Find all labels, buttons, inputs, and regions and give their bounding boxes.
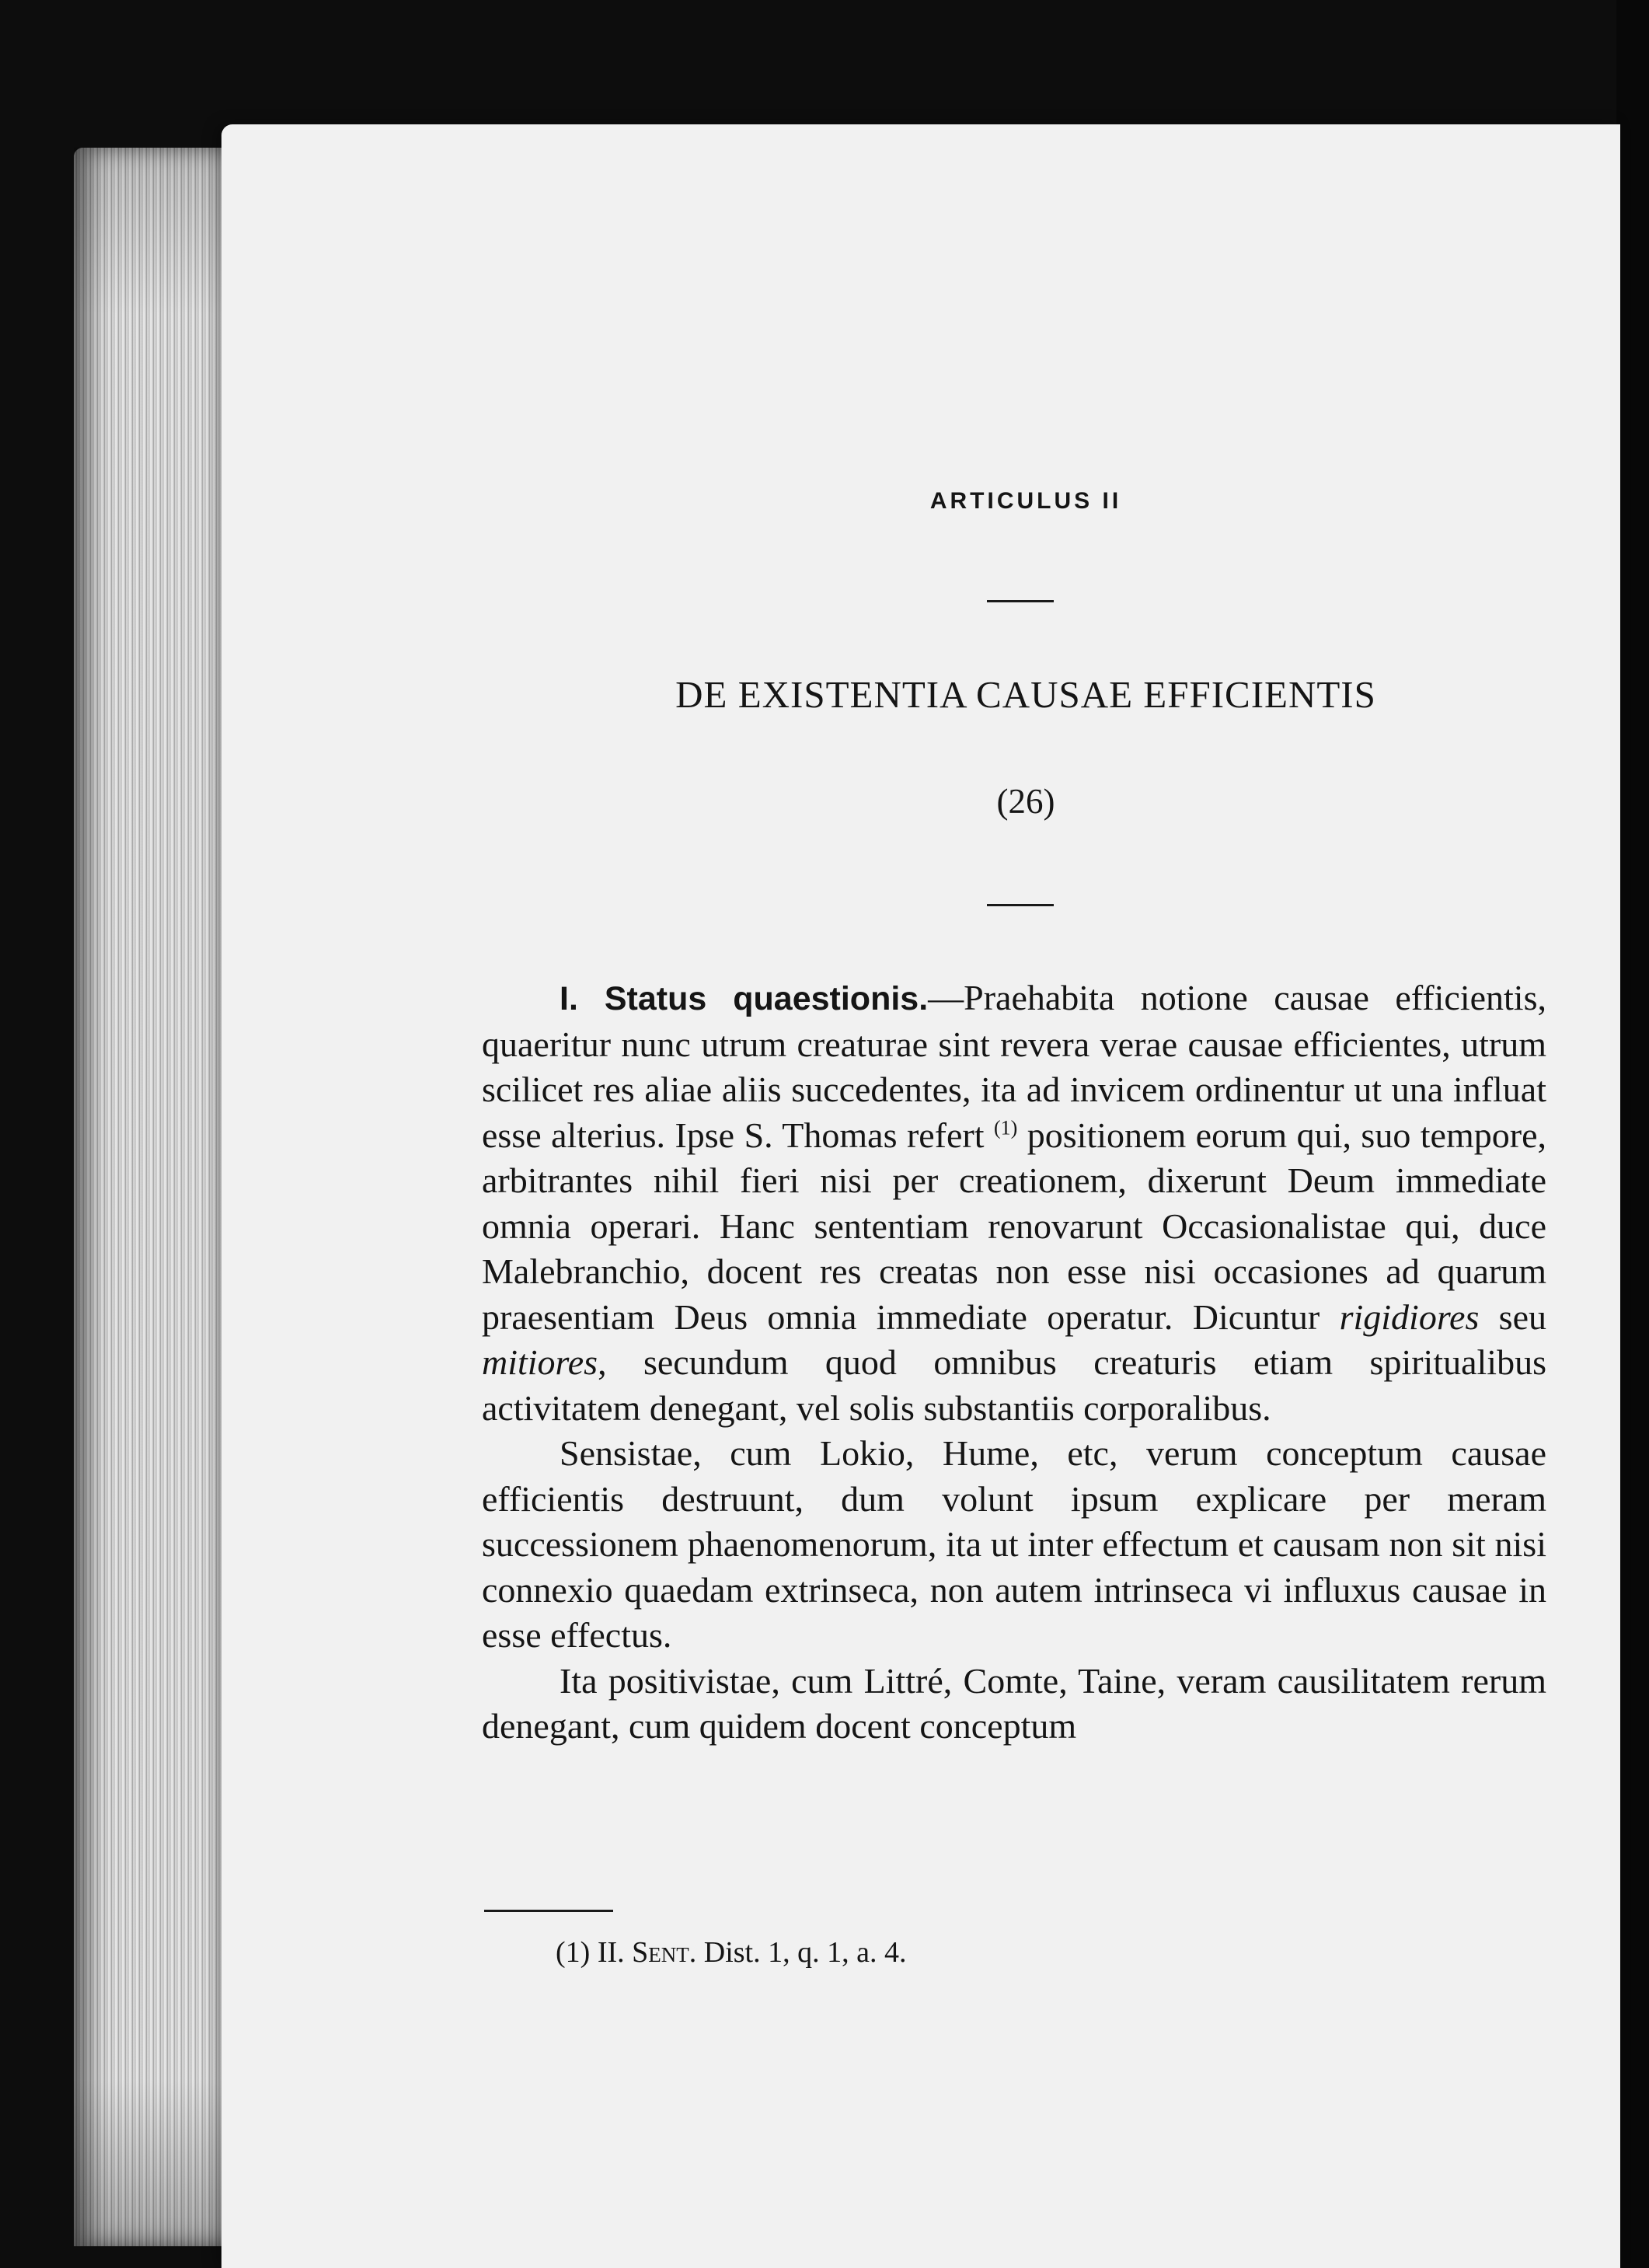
footnote-reference: (1) bbox=[993, 1116, 1018, 1139]
footnote-marker: (1) bbox=[556, 1936, 591, 1969]
body-text bbox=[482, 975, 1546, 1750]
footnote bbox=[556, 1935, 906, 1970]
running-head: ARTICULUS II bbox=[929, 488, 1122, 514]
footnote-text-b: Dist. 1, q. 1, a. 4. bbox=[696, 1936, 907, 1969]
footnote-text-a: II. bbox=[597, 1936, 633, 1969]
footnote-abbreviation: Sent. bbox=[632, 1936, 697, 1969]
section-heading: I. Status quaestionis. bbox=[560, 980, 929, 1017]
title-rule-bottom bbox=[987, 904, 1054, 906]
paragraph-1 bbox=[482, 975, 1546, 1431]
scan-right-margin bbox=[1616, 0, 1649, 2268]
paragraph-1-text-b: positionem eorum qui, suo tempore, arbitrantes nihil fieri nisi per creationem, dixerunt Deum immediate omnia operari. Hanc sententiam renovarunt Occasionalistae qui, duce Malebranchio, docent res creatas non esse nisi occasiones ad quarum praesentiam Deus omnia immediate operatur. Dicuntur bbox=[482, 1115, 1546, 1337]
article-title: DE EXISTENTIA CAUSAE EFFICIENTIS bbox=[675, 673, 1376, 716]
emphasis-rigidiores: rigidiores bbox=[1339, 1296, 1480, 1337]
title-rule-top bbox=[987, 600, 1054, 602]
paragraph-2: Sensistae, cum Lokio, Hume, etc, verum conceptum causae efficientis destruunt, dum volunt ipsum explicare per meram successionem phaenomenorum, ita ut inter effectum et causam non sit nisi connexio quaedam extrinseca, non autem intrinseca vi influxus causae in esse effectus. bbox=[482, 1433, 1546, 1655]
book-page bbox=[221, 124, 1620, 2268]
article-number: (26) bbox=[996, 782, 1055, 821]
footnote-rule bbox=[484, 1910, 613, 1912]
paragraph-1-text-a: —Praehabita notione causae efficientis, quaeritur nunc utrum creaturae sint revera verae causae efficientes, utrum scilicet res aliae aliis succedentes, ita ad invicem ordinentur ut una influat esse alterius. Ipse S. Thomas refert bbox=[482, 978, 1546, 1155]
emphasis-mitiores: mitiores bbox=[482, 1342, 598, 1382]
paragraph-3: Ita positivistae, cum Littré, Comte, Taine, veram causilitatem rerum denegant, cum quidem docent conceptum bbox=[482, 1660, 1546, 1746]
paragraph-1-text-d: , secundum quod omnibus creaturis etiam spiritualibus activitatem denegant, vel solis substantiis corporalibus. bbox=[482, 1342, 1546, 1428]
paragraph-1-text-c: seu bbox=[1479, 1296, 1547, 1337]
book-page-edges bbox=[74, 148, 229, 2246]
